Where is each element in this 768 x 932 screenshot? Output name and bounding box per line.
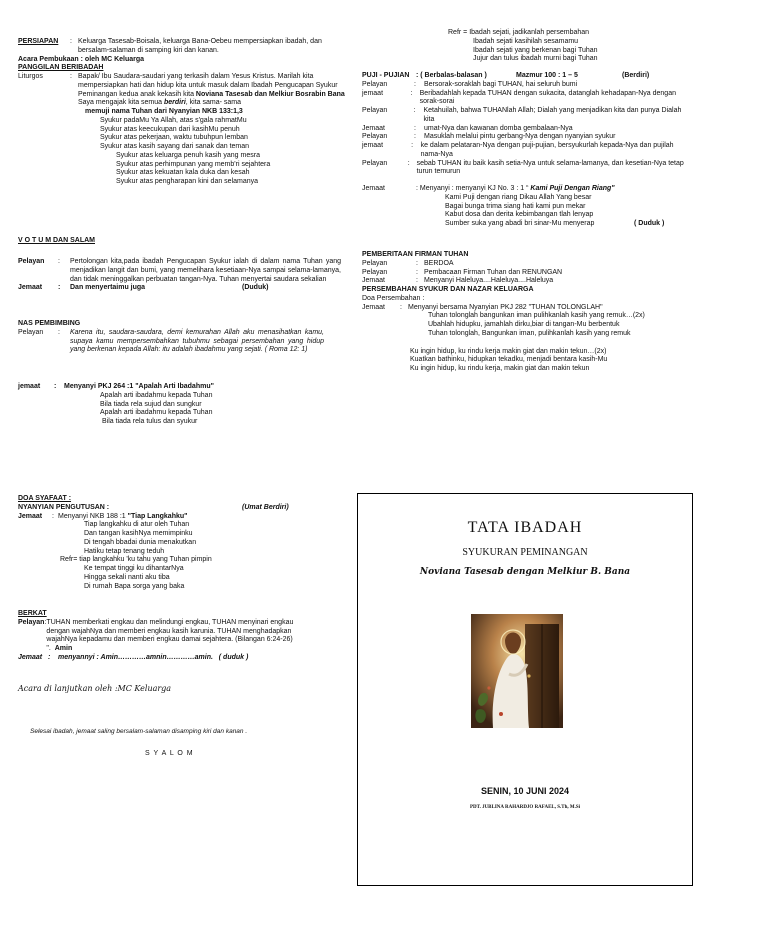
jemaat-label: Jemaat: [362, 303, 385, 311]
responsive-label: Pelayan: [362, 80, 388, 88]
sep: :: [58, 258, 60, 265]
lyric-line: Kuatkan bathinku, hidupkan tekadku, menjadi bentara kasih-Mu: [410, 356, 608, 364]
refr-line: Refr= tiap langkahku 'ku tahu yang Tuhan pimpin: [60, 556, 212, 564]
doa-syafaat-heading: DOA SYAFAAT :: [18, 495, 72, 502]
pemberitaan-section: [362, 251, 682, 374]
ajak-berdiri: berdiri: [164, 99, 186, 107]
lyric-line: Ku ingin hidup, ku rindu kerja, makin giat dan makin tekun: [410, 365, 590, 372]
cover-subtitle: SYUKURAN PEMINANGAN: [462, 547, 588, 558]
pemberitaan-heading: PEMBERITAAN FIRMAN TUHAN: [362, 251, 469, 258]
lyric-line: Ku ingin hidup, ku rindu kerja makin giat dan makin tekun…(2x): [410, 347, 607, 355]
panggilan-intro: Bapak/ Ibu Saudara-saudari yang terkasih dalam Yesus Kristus. Marilah kita mempersiapkan hati dan hidup kita untuk masuk dalam Ibadah Pengucapan Syukur Peminangan kedua anak kekasih kita: [78, 73, 338, 98]
sep: :: [54, 383, 57, 390]
nas-heading: NAS PEMBIMBING: [18, 320, 81, 327]
acara-lanjut: Acara di lanjutkan oleh :MC Keluarga: [18, 684, 172, 693]
jemaat-label: Jemaat: [18, 512, 43, 520]
responsive-label: Pelayan: [362, 159, 388, 167]
pelayan-label: Pelayan: [18, 258, 45, 265]
pkj264-lyrics: [18, 392, 318, 427]
acara-pembukaan: Acara Pembukaan : oleh MC Keluarga: [18, 55, 145, 63]
sep: :: [407, 159, 410, 167]
lyric-line: Bila tiada rela sujud dan sungkur: [100, 400, 202, 408]
syalom: S Y A L O M: [145, 750, 194, 757]
lyric-line: Tiap langkahku di atur oleh Tuhan: [84, 521, 190, 529]
mazmur-ref: Mazmur 100 : 1 – 5: [516, 72, 578, 79]
berdiri-note: (Berdiri): [622, 72, 650, 79]
sep: :: [414, 80, 416, 88]
lyric-line: Syukur atas kasih sayang dari sanak dan teman: [100, 143, 250, 150]
cover-title: TATA IBADAH: [467, 519, 583, 536]
berkat-text: [46, 619, 318, 654]
duduk-note: (Duduk): [242, 284, 269, 292]
sep: :: [52, 512, 54, 520]
lyric-line: Di tengah bbadai dunia menakutkan: [84, 538, 197, 546]
refr-line: Ibadah sejati kasihilah sesamamu: [473, 37, 579, 45]
liturgos-label: Liturgos: [18, 73, 43, 80]
lyric-line: Syukur atas kekuatan kala duka dan kesah: [116, 169, 250, 177]
refr-block: [448, 29, 598, 64]
kj3-line: [416, 185, 692, 194]
nyanyian-pengutusan: NYANYIAN PENGUTUSAN :: [18, 503, 110, 511]
lyric-line: Tuhan tolonglah, Bangunkan iman, pulihkanlah kasih yang remuk: [428, 329, 631, 337]
refr-line: Ibadah sejati yang berkenan bagi Tuhan: [473, 46, 598, 54]
ajak-line: [18, 99, 346, 108]
lyric-line: Syukur atas pekerjaan, waktu tubuhpun lemban: [100, 134, 248, 142]
nkb188-line: [58, 513, 187, 522]
sep: :: [400, 303, 402, 311]
nkb-lyrics-1: [18, 117, 346, 152]
responsive-text: Beribadahlah kepada TUHAN dengan sukacita, datanglah kehadapan-Nya dengan sorak-sorai: [419, 89, 676, 106]
sep: :: [413, 107, 416, 114]
sep: :: [70, 73, 72, 80]
sep: :: [58, 328, 60, 336]
ajak-pre: Saya mengajak kita semua: [78, 99, 164, 107]
kj3-title: Kami Puji Dengan Riang": [530, 185, 615, 192]
row-text: Menyanyi Haleluya....Haleluya....Haleluya: [424, 277, 554, 285]
lyric-line: Sumber suka yang abadi bri sinar-Mu menyerap: [445, 220, 595, 227]
sep: :: [48, 653, 51, 661]
lyric-line: Di rumah Bapa sorga yang baka: [84, 582, 185, 590]
responsive-text: Bersorak-soraklah bagi TUHAN, hai seluruh bumi: [424, 80, 578, 88]
nkb-lyrics-2: [18, 152, 346, 187]
lyric-line: Tuhan tolonglah bangunkan iman pulihkanlah kasih yang remuk…(2x): [428, 312, 645, 320]
responsive-label: jemaat: [362, 142, 384, 149]
ajak-post: , kita sama- sama: [185, 99, 242, 107]
kj3-lyrics: [362, 194, 692, 229]
sep: :: [411, 142, 414, 149]
pelayan-label: Pelayan: [18, 328, 44, 336]
refr-line: Jujur dan tulus ibadah murni bagi Tuhan: [473, 55, 598, 63]
sep: :: [58, 284, 61, 292]
nkb188-lyrics: [18, 521, 318, 556]
pelayan-label: Pelayan: [18, 618, 45, 626]
refr-lyrics: [18, 565, 318, 591]
duduk-note: ( duduk ): [218, 653, 249, 661]
lyric-line: Syukur atas keecukupan dari kasihMu penuh: [100, 125, 240, 133]
lyric-line: Hatiku tetap tenang teduh: [84, 547, 165, 555]
cover-page: [357, 493, 693, 886]
nas-section: [18, 320, 324, 355]
sep: :: [416, 268, 418, 276]
sep: :: [414, 133, 416, 141]
sep: :: [416, 259, 418, 267]
refr-line: Refr = Ibadah sejati, jadikanlah persembahan: [448, 29, 590, 36]
row-label: Pelayan: [362, 268, 388, 276]
lyric-line: Bagai bunga trima siang hati kami pun mekar: [445, 202, 586, 210]
cover-date: SENIN, 10 JUNI 2024: [480, 786, 570, 796]
responsive-text: Ketahuilah, bahwa TUHANlah Allah; Dialah yang menjadikan kita dan punya Dialah kita: [423, 107, 682, 123]
cover-pastor: PDT. JUBLINA RAHARDJO RAFAEL, S.Th, M.Si: [469, 805, 581, 810]
puji-section: [362, 72, 692, 229]
responsive-text: ke dalam pelataran-Nya dengan puji-pujian, bersyukurlah kepada-Nya dan pujilah nama-Nya: [420, 142, 674, 158]
doa-persembahan: Doa Persembahan :: [362, 294, 425, 302]
lyric-line: Kabut dosa dan derita kebimbangan tlah lenyap: [445, 211, 594, 219]
puji-label: PUJI - PUJIAN: [362, 72, 410, 79]
lyric-line: Dan tangan kasihNya memimpinku: [84, 530, 193, 537]
lyric-line: Apalah arti ibadahmu kepada Tuhan: [100, 409, 213, 417]
votum-heading: V O T U M DAN SALAM: [18, 237, 95, 244]
nas-text: Karena itu, saudara-saudara, demi kemurahan Allah aku menasihatkan kamu, supaya kamu mempersembahkan tubuhmu sebagai persembahan yang hidup yang berkenan kepada Allah: itu adalah ibadahmu yang sejati. ( Roma 12: 1): [70, 328, 324, 354]
lyric-line: Ke tempat tinggi ku dihantarNya: [84, 565, 184, 572]
lyric-line: Apalah arti ibadahmu kepada Tuhan: [100, 391, 213, 399]
nkb188-title: "Tiap Langkahku": [127, 512, 188, 520]
responsive-text: Masuklah melalui pintu gerbang-Nya dengan nyanyian syukur: [424, 133, 616, 141]
persiapan-label: PERSIAPAN: [18, 38, 59, 45]
persiapan-text: Keluarga Tasesab-Boisala, keluarga Bana-Oebeu mempersiapkan ibadah, dan bersalam-salaman di samping kiri dan kanan.: [78, 38, 322, 54]
persembahan-heading: PERSEMBAHAN SYUKUR DAN NAZAR KELUARGA: [362, 286, 534, 293]
lyric-line: Syukur atas pengharapan kini dan selamanya: [116, 178, 259, 185]
panggilan-heading: PANGGILAN BERIBADAH: [18, 64, 104, 72]
berkat-section: [18, 610, 318, 663]
lyric-line: Syukur atas keluarga penuh kasih yang mesra: [116, 151, 260, 159]
puji-title: : ( Berbalas-balasan ): [416, 72, 487, 79]
votum-section: [18, 258, 341, 293]
row-label: Jemaat: [362, 277, 385, 285]
pkj282-lyrics: [362, 312, 682, 338]
jemaat-label: jemaat: [18, 383, 41, 390]
jesus-knocking-image: [471, 614, 563, 728]
nkb188-pre: Menyanyi NKB 188 :1: [58, 512, 128, 520]
doa-syafaat-section: [18, 495, 318, 591]
duduk-note: ( Duduk ): [634, 220, 665, 227]
row-text: Pembacaan Firman Tuhan dan RENUNGAN: [424, 268, 563, 276]
votum-response: Dan menyertaimu juga: [70, 284, 146, 292]
nkb-line: memuji nama Tuhan dari Nyanyian NKB 133:1,3: [85, 108, 243, 115]
sep: :: [416, 277, 418, 285]
berkat-body: TUHAN memberkati engkau dan melindungi engkau, TUHAN menyinari engkau dengan wajahNya dan memberi engkau kasih karunia. TUHAN menghadapkan wajahNya kepadamu dan memberi engkau damai sejahtera. (Bilangan 6:24-26) ".: [46, 618, 294, 652]
sep: :: [44, 618, 47, 626]
jemaat-label: Jemaat: [18, 284, 43, 292]
lyric-line: Syukur atas perhimpunan yang memb'ri sejahtera: [116, 160, 271, 168]
selesai-note: Selesai ibadah, jemaat saling bersalam-salaman disamping kiri dan kanan .: [30, 728, 248, 735]
persiapan-section: [18, 38, 346, 187]
cover-couple-names: Noviana Tasesab dengan Melkiur B. Bana: [419, 567, 631, 577]
lyric-line: Kami Puji dengan riang Dikau Allah Yang besar: [445, 193, 592, 201]
responsive-label: Pelayan: [362, 107, 388, 114]
sep: :: [410, 89, 413, 97]
responsive-label: Pelayan: [362, 133, 388, 141]
umat-berdiri: (Umat Berdiri): [242, 503, 289, 511]
pkj282-title: Menyanyi bersama Nyanyian PKJ 282 "TUHAN TOLONGLAH": [408, 303, 603, 311]
lyric-line: Syukur padaMu Ya Allah, atas s'gala rahmatMu: [100, 116, 247, 124]
amin: Amin: [54, 645, 73, 652]
sep: :: [70, 38, 72, 45]
couple-names: Noviana Tasesab dan Melkiur Bosrabin Bana: [195, 90, 345, 98]
row-text: BERDOA: [424, 259, 454, 267]
berkat-heading: BERKAT: [18, 610, 47, 617]
responsive-text: sebab TUHAN itu baik kasih setia-Nya untuk selama-lamanya, dan kesetian-Nya tetap turun temurun: [416, 159, 684, 176]
lyric-line: Bila tiada rela tulus dan syukur: [102, 418, 198, 425]
sep: :: [414, 124, 416, 132]
panggilan-text: [78, 73, 346, 99]
jemaat-label: Jemaat: [362, 185, 385, 192]
lyric-line: Hingga sekali nanti aku tiba: [84, 573, 170, 581]
pkj264-section: [18, 383, 318, 427]
responsive-label: jemaat: [362, 89, 384, 97]
jemaat-label: Jemaat: [18, 653, 43, 661]
responsive-text: umat-Nya dan kawanan domba gembalaan-Nya: [424, 124, 573, 132]
row-label: Pelayan: [362, 259, 388, 267]
lyric-line: Ubahlah hidupku, jamahlah dirku,biar di tangan-Mu berbentuk: [428, 321, 620, 328]
amin-song: menyannyi : Amin…………amnin…………amin.: [58, 653, 213, 661]
kj3-pre: : Menyanyi : menyanyi KJ No. 3 : 1 “: [416, 185, 531, 192]
pkj282-lyrics-2: [362, 348, 682, 374]
responsive-label: Jemaat: [362, 124, 385, 132]
votum-text: Pertolongan kita,pada ibadah Pengucapan Syukur ialah di dalam nama Tuhan yang menjadikan langit dan bumi, yang memelihara kesetiaan-Nya sampai selama-lamanya, dan tidak meninggalkan perbuatan tangan-Nya. Tuhan menyertai saudara sekalian: [70, 258, 341, 283]
pkj264-title: Menyanyi PKJ 264 :1 "Apalah Arti Ibadahmu": [64, 383, 214, 390]
